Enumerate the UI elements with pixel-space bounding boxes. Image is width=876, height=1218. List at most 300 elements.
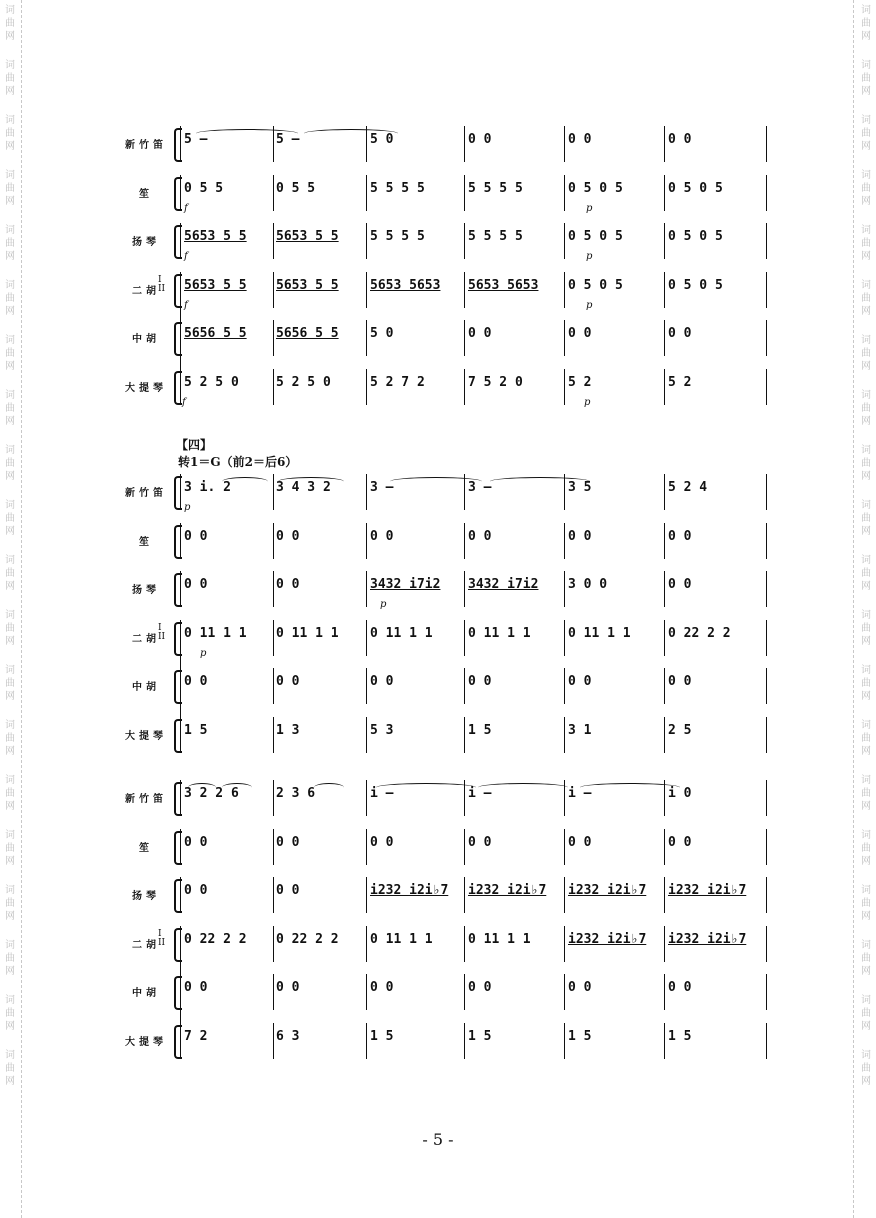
watermark-char: 词 (5, 500, 15, 511)
barline (464, 717, 465, 753)
measure: 0 0 (276, 883, 300, 898)
barline (664, 369, 665, 405)
barline (273, 272, 274, 308)
watermark-unit (2, 114, 18, 153)
watermark-char: 网 (861, 856, 871, 867)
measure: 5 2 7 2 (370, 374, 425, 390)
slur (278, 477, 344, 486)
measure: 3 i. 2 (184, 480, 231, 495)
instrument-label: 新竹笛 (125, 140, 167, 151)
watermark-char: 词 (861, 720, 871, 731)
watermark-char: 词 (5, 445, 15, 456)
watermark-char: 网 (861, 526, 871, 537)
watermark-char: 曲 (5, 788, 15, 799)
barline (273, 571, 274, 607)
measure: 5653 5 5 (276, 277, 339, 293)
measure: 0 11 1 1 (468, 625, 531, 641)
watermark-char: 词 (5, 940, 15, 951)
barline (766, 829, 767, 865)
watermark-unit (858, 444, 874, 483)
barline (273, 974, 274, 1010)
watermark-unit (858, 334, 874, 373)
watermark-char: 曲 (5, 843, 15, 854)
watermark-char: 词 (5, 885, 15, 896)
barline (766, 474, 767, 510)
watermark-char: 曲 (5, 568, 15, 579)
measure: 0 0 (668, 528, 692, 544)
watermark-char: 曲 (5, 348, 15, 359)
dynamic-marking: p (586, 299, 593, 311)
barline (273, 175, 274, 211)
slur (390, 477, 482, 486)
barline (273, 320, 274, 356)
erhu-part-numbers (158, 624, 165, 642)
barline (564, 620, 565, 656)
watermark-char: 网 (861, 361, 871, 372)
measure: 0 5 0 5 (668, 277, 723, 293)
watermark-char: 词 (5, 280, 15, 291)
watermark-char: 网 (5, 581, 15, 592)
watermark-char: 网 (5, 801, 15, 812)
watermark-char: 网 (861, 911, 871, 922)
barline (664, 474, 665, 510)
barline (664, 126, 665, 162)
watermark-unit (2, 389, 18, 428)
measure: 0 0 (568, 834, 592, 850)
sheng-row (118, 175, 778, 223)
barline (273, 1023, 274, 1059)
watermark-char: 曲 (861, 733, 871, 744)
watermark-unit (858, 719, 874, 758)
measure: 5653 5653 (468, 277, 539, 293)
measure: i232 i2i♭7 (668, 883, 747, 898)
measure: 0 0 (668, 326, 692, 341)
barline (366, 571, 367, 607)
barline (464, 126, 465, 162)
barline (766, 926, 767, 962)
watermark-char: 词 (5, 225, 15, 236)
barline (180, 523, 181, 559)
watermark-char: 曲 (5, 1008, 15, 1019)
watermark-char: 网 (861, 86, 871, 97)
measure: 5653 5653 (370, 277, 441, 293)
barline (366, 369, 367, 405)
slur (304, 129, 398, 138)
measure: 5653 5 5 (184, 229, 247, 244)
barline (464, 175, 465, 211)
watermark-unit (2, 719, 18, 758)
measure: 0 5 0 5 (668, 180, 723, 196)
barline (366, 620, 367, 656)
barline (366, 474, 367, 510)
watermark-char: 词 (5, 115, 15, 126)
dynamic-marking: f (182, 396, 186, 408)
measure: 0 5 5 (184, 180, 224, 196)
watermark-char: 词 (861, 940, 871, 951)
barline (664, 926, 665, 962)
watermark-char: 曲 (861, 678, 871, 689)
measure: 3 2 2 6 (184, 786, 239, 801)
watermark-char: 曲 (861, 513, 871, 524)
slur (478, 783, 568, 792)
measure: 5656 5 5 (184, 326, 247, 341)
watermark-char: 曲 (5, 18, 15, 29)
sheng-row (118, 829, 778, 877)
watermark-char: 词 (861, 5, 871, 16)
watermark-char: 词 (5, 665, 15, 676)
barline (273, 926, 274, 962)
measure: 0 0 (276, 528, 300, 544)
measure: 1 5 (568, 1028, 592, 1044)
watermark-char: 曲 (5, 898, 15, 909)
dynamic-marking: p (380, 599, 387, 610)
measure: i232 i2i♭7 (668, 931, 747, 947)
measure: 0 0 (370, 674, 394, 689)
measure: 3 – (468, 480, 492, 495)
watermark-char: 网 (5, 691, 15, 702)
measure: 1 5 (468, 722, 492, 738)
watermark-char: 曲 (5, 733, 15, 744)
watermark-unit (2, 774, 18, 813)
barline (766, 620, 767, 656)
measure: 0 0 (468, 326, 492, 341)
watermark-char: 词 (861, 555, 871, 566)
watermark-unit (2, 169, 18, 208)
left-margin-line (21, 0, 22, 1218)
barline (664, 523, 665, 559)
instrument-label: 中胡 (132, 334, 160, 345)
slur (376, 783, 476, 792)
watermark-unit (858, 664, 874, 703)
erhu-part-number: II (158, 283, 166, 294)
barline (464, 877, 465, 913)
measure: 0 5 0 5 (568, 229, 623, 244)
rehearsal-mark: 【四】 (176, 438, 213, 452)
watermark-char: 词 (861, 60, 871, 71)
watermark-char: 曲 (861, 623, 871, 634)
barline (766, 668, 767, 704)
measure: i – (468, 786, 492, 801)
erhu-part-numbers (158, 276, 165, 294)
measure: 0 5 0 5 (668, 229, 723, 244)
barline (564, 571, 565, 607)
barline (273, 523, 274, 559)
watermark-char: 曲 (861, 73, 871, 84)
barline (664, 668, 665, 704)
zhonghu-row (118, 974, 778, 1022)
watermark-char: 网 (5, 1021, 15, 1032)
measure: 3432 i7i2 (370, 577, 441, 592)
measure: 0 0 (468, 980, 492, 995)
watermark-char: 曲 (861, 568, 871, 579)
watermark-unit (858, 994, 874, 1033)
measure: 0 11 1 1 (276, 625, 339, 641)
barline (564, 126, 565, 162)
measure: 0 0 (468, 834, 492, 850)
watermark-unit (2, 4, 18, 43)
barline (664, 571, 665, 607)
watermark-char: 网 (861, 636, 871, 647)
barline (766, 571, 767, 607)
watermark-char: 词 (861, 665, 871, 676)
barline (664, 272, 665, 308)
erhu-part-number: II (158, 937, 166, 948)
cello-row (118, 717, 778, 765)
dynamic-marking: f (184, 202, 188, 214)
barline (766, 223, 767, 259)
barline (180, 1023, 181, 1059)
erhu-part-number: I (158, 928, 162, 939)
instrument-label: 二胡 (132, 285, 160, 297)
barline (180, 571, 181, 607)
watermark-char: 曲 (5, 1063, 15, 1074)
barline (464, 974, 465, 1010)
measure: i232 i2i♭7 (468, 883, 547, 898)
watermark-unit (2, 829, 18, 868)
slur (188, 783, 216, 792)
watermark-char: 词 (861, 170, 871, 181)
measure: 0 0 (184, 980, 208, 995)
watermark-char: 网 (5, 306, 15, 317)
measure: 7 5 2 0 (468, 374, 523, 390)
dynamic-marking: p (584, 396, 591, 408)
watermark-unit (858, 389, 874, 428)
right-watermark (858, 4, 874, 1104)
watermark-char: 词 (861, 830, 871, 841)
watermark-char: 词 (5, 720, 15, 731)
measure: 0 0 (184, 674, 208, 689)
barline (180, 126, 181, 162)
measure: 5653 5 5 (276, 229, 339, 244)
yangqin-row (118, 877, 778, 925)
yangqin-row (118, 223, 778, 271)
measure: 0 0 (370, 980, 394, 995)
measure: 0 0 (468, 674, 492, 689)
watermark-unit (2, 884, 18, 923)
instrument-label: 笙 (139, 188, 153, 200)
watermark-char: 网 (5, 1076, 15, 1087)
watermark-char: 词 (5, 390, 15, 401)
watermark-char: 词 (5, 775, 15, 786)
measure: 5 – (184, 132, 208, 147)
measure: 0 0 (276, 834, 300, 850)
measure: 0 0 (568, 132, 592, 147)
watermark-char: 词 (5, 170, 15, 181)
watermark-char: 曲 (5, 73, 15, 84)
zhonghu-row (118, 320, 778, 368)
measure: 3 1 (568, 722, 592, 738)
watermark-char: 曲 (5, 513, 15, 524)
instrument-label: 新竹笛 (125, 794, 167, 805)
barline (564, 829, 565, 865)
measure: 0 0 (276, 577, 300, 592)
watermark-char: 网 (861, 306, 871, 317)
watermark-char: 曲 (861, 953, 871, 964)
instrument-label: 扬琴 (132, 237, 160, 248)
watermark-char: 曲 (5, 183, 15, 194)
barline (273, 474, 274, 510)
instrument-label: 中胡 (132, 988, 160, 999)
watermark-unit (858, 609, 874, 648)
measure: 5 5 5 5 (370, 180, 425, 196)
measure: 3 4 3 2 (276, 480, 331, 495)
watermark-char: 曲 (5, 238, 15, 249)
instrument-label: 二胡 (132, 939, 160, 951)
watermark-unit (2, 939, 18, 978)
barline (180, 926, 181, 962)
barline (464, 1023, 465, 1059)
watermark-char: 曲 (861, 1063, 871, 1074)
barline (180, 780, 181, 816)
score-system-3 (118, 780, 778, 1071)
watermark-char: 词 (5, 5, 15, 16)
watermark-char: 网 (5, 141, 15, 152)
barline (564, 974, 565, 1010)
watermark-char: 词 (861, 225, 871, 236)
instrument-label: 中胡 (132, 682, 160, 693)
barline (273, 780, 274, 816)
measure: 0 0 (668, 132, 692, 147)
instrument-label: 大提琴 (125, 382, 167, 394)
measure: 3 – (370, 480, 394, 495)
erhu-part-numbers (158, 930, 165, 948)
watermark-char: 网 (5, 86, 15, 97)
barline (766, 272, 767, 308)
barline (273, 877, 274, 913)
watermark-unit (858, 939, 874, 978)
measure: 1 5 (184, 722, 208, 738)
watermark-char: 网 (861, 801, 871, 812)
erhu-part-number: I (158, 274, 162, 285)
dynamic-marking: f (184, 299, 188, 311)
watermark-char: 网 (5, 856, 15, 867)
watermark-unit (2, 334, 18, 373)
barline (180, 829, 181, 865)
cello-row (118, 1023, 778, 1071)
barline (273, 369, 274, 405)
measure: 5 2 4 (668, 480, 708, 495)
watermark-char: 词 (861, 115, 871, 126)
barline (464, 571, 465, 607)
watermark-char: 曲 (861, 898, 871, 909)
measure: 0 11 1 1 (370, 931, 433, 947)
barline (180, 223, 181, 259)
measure: 7 2 (184, 1028, 208, 1044)
barline (766, 175, 767, 211)
measure: 0 0 (276, 674, 300, 689)
slur (222, 477, 268, 486)
measure: 0 22 2 2 (668, 625, 731, 641)
measure: 0 0 (468, 528, 492, 544)
instrument-label: 大提琴 (125, 730, 167, 742)
watermark-unit (858, 114, 874, 153)
watermark-char: 网 (861, 1021, 871, 1032)
watermark-char: 词 (861, 335, 871, 346)
measure: 3432 i7i2 (468, 577, 539, 592)
watermark-unit (858, 829, 874, 868)
watermark-char: 曲 (861, 293, 871, 304)
measure: 0 0 (568, 674, 592, 689)
barline (766, 126, 767, 162)
watermark-char: 网 (5, 31, 15, 42)
barline (664, 829, 665, 865)
barline (564, 1023, 565, 1059)
watermark-char: 网 (861, 251, 871, 262)
watermark-char: 网 (5, 416, 15, 427)
watermark-unit (2, 279, 18, 318)
watermark-char: 词 (861, 500, 871, 511)
measure: 0 0 (668, 834, 692, 850)
watermark-unit (858, 499, 874, 538)
watermark-char: 词 (5, 60, 15, 71)
measure: i232 i2i♭7 (370, 883, 449, 898)
measure: 0 5 0 5 (568, 277, 623, 293)
watermark-char: 词 (5, 610, 15, 621)
erhu-row (118, 926, 778, 974)
measure: 0 0 (370, 528, 394, 544)
watermark-unit (2, 994, 18, 1033)
watermark-unit (2, 224, 18, 263)
watermark-char: 词 (861, 610, 871, 621)
measure: 1 5 (370, 1028, 394, 1044)
barline (766, 523, 767, 559)
watermark-unit (2, 59, 18, 98)
barline (464, 320, 465, 356)
barline (766, 717, 767, 753)
barline (564, 668, 565, 704)
barline (766, 369, 767, 405)
barline (664, 320, 665, 356)
barline (180, 717, 181, 753)
measure: 5 5 5 5 (468, 180, 523, 196)
barline (366, 877, 367, 913)
measure: 0 0 (668, 577, 692, 592)
barline (464, 523, 465, 559)
measure: 0 11 1 1 (184, 625, 247, 641)
sheng-row (118, 523, 778, 571)
instrument-label: 笙 (139, 842, 153, 854)
barline (464, 223, 465, 259)
watermark-unit (2, 1049, 18, 1088)
measure: 5656 5 5 (276, 326, 339, 341)
watermark-char: 词 (5, 335, 15, 346)
barline (464, 926, 465, 962)
watermark-unit (858, 169, 874, 208)
left-watermark (2, 4, 18, 1104)
watermark-char: 曲 (861, 348, 871, 359)
watermark-unit (858, 4, 874, 43)
measure: 0 0 (184, 883, 208, 898)
watermark-unit (858, 884, 874, 923)
barline (180, 877, 181, 913)
barline (766, 974, 767, 1010)
barline (366, 829, 367, 865)
measure: 5 2 5 0 (276, 374, 331, 390)
barline (766, 1023, 767, 1059)
watermark-char: 网 (861, 581, 871, 592)
barline (464, 620, 465, 656)
watermark-char: 曲 (861, 843, 871, 854)
barline (766, 877, 767, 913)
instrument-label: 新竹笛 (125, 488, 167, 499)
measure: 0 0 (668, 674, 692, 689)
dynamic-marking: p (586, 251, 593, 262)
measure: 5 0 (370, 132, 394, 147)
watermark-char: 网 (861, 746, 871, 757)
measure: 5 5 5 5 (370, 229, 425, 244)
watermark-char: 网 (861, 416, 871, 427)
barline (366, 1023, 367, 1059)
